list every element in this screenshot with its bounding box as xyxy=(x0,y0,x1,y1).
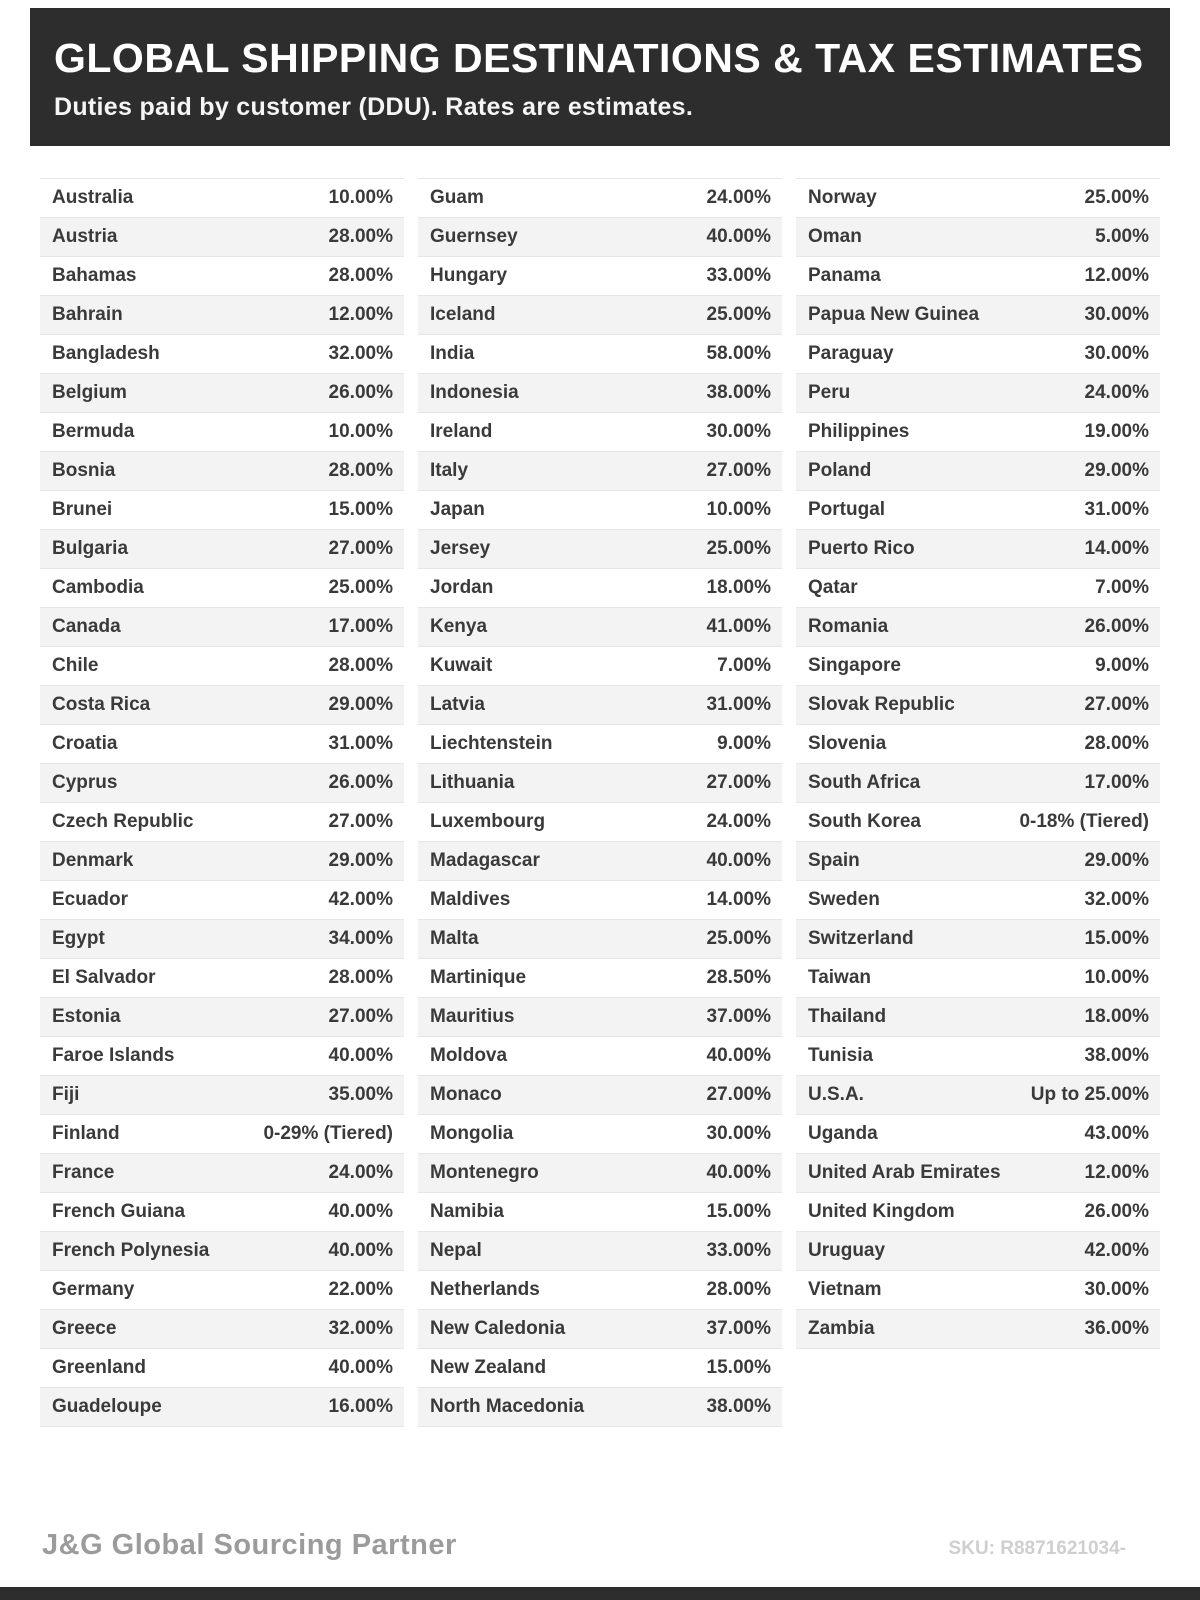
table-row xyxy=(40,569,404,608)
rate-cell: 29.00% xyxy=(328,850,393,871)
table-row xyxy=(40,491,404,530)
rate-cell: 24.00% xyxy=(328,1162,393,1183)
rate-cell: 36.00% xyxy=(1084,1318,1149,1339)
table-column-1 xyxy=(40,178,404,1427)
header-banner xyxy=(30,8,1170,146)
bottom-bar xyxy=(0,1587,1200,1600)
rate-cell: 25.00% xyxy=(706,304,771,325)
table-row xyxy=(796,413,1160,452)
country-cell: Sweden xyxy=(808,889,880,910)
table-row xyxy=(796,569,1160,608)
table-row xyxy=(418,764,782,803)
table-row xyxy=(40,179,404,218)
table-row xyxy=(40,686,404,725)
table-row xyxy=(418,725,782,764)
country-cell: Czech Republic xyxy=(52,811,194,832)
rate-cell: 30.00% xyxy=(1084,343,1149,364)
country-cell: Liechtenstein xyxy=(430,733,553,754)
rate-cell: 27.00% xyxy=(328,811,393,832)
rate-cell: 19.00% xyxy=(1084,421,1149,442)
table-row xyxy=(40,1271,404,1310)
country-cell: Guam xyxy=(430,187,484,208)
country-cell: Maldives xyxy=(430,889,511,910)
rate-cell: 26.00% xyxy=(1084,1201,1149,1222)
rate-cell: 43.00% xyxy=(1084,1123,1149,1144)
rate-cell: 28.00% xyxy=(328,967,393,988)
table-row xyxy=(40,998,404,1037)
rate-cell: 10.00% xyxy=(706,499,771,520)
country-cell: Moldova xyxy=(430,1045,508,1066)
table-row xyxy=(418,569,782,608)
table-row xyxy=(418,1193,782,1232)
table-row xyxy=(40,1154,404,1193)
country-cell: Mauritius xyxy=(430,1006,515,1027)
rate-cell: 7.00% xyxy=(1095,577,1149,598)
rate-cell: 38.00% xyxy=(706,382,771,403)
country-cell: South Korea xyxy=(808,811,921,832)
country-cell: Faroe Islands xyxy=(52,1045,175,1066)
country-cell: Finland xyxy=(52,1123,120,1144)
table-row xyxy=(418,179,782,218)
table-row xyxy=(418,491,782,530)
table-row xyxy=(796,647,1160,686)
rate-cell: 31.00% xyxy=(328,733,393,754)
country-cell: Portugal xyxy=(808,499,886,520)
country-cell: Cambodia xyxy=(52,577,144,598)
rate-cell: 42.00% xyxy=(328,889,393,910)
table-row xyxy=(418,530,782,569)
rate-cell: 27.00% xyxy=(328,1006,393,1027)
table-row xyxy=(418,1037,782,1076)
brand-text: J&G Global Sourcing Partner xyxy=(42,1529,457,1561)
rate-cell: 32.00% xyxy=(328,343,393,364)
country-cell: Costa Rica xyxy=(52,694,151,715)
rate-cell: 27.00% xyxy=(328,538,393,559)
rate-cell: 5.00% xyxy=(1095,226,1149,247)
rate-cell: 40.00% xyxy=(706,1045,771,1066)
rate-cell: 40.00% xyxy=(328,1045,393,1066)
table-row xyxy=(40,374,404,413)
rate-cell: 0-18% (Tiered) xyxy=(1019,811,1149,832)
country-cell: Tunisia xyxy=(808,1045,874,1066)
country-cell: Australia xyxy=(52,187,134,208)
table-row xyxy=(796,959,1160,998)
country-cell: Zambia xyxy=(808,1318,875,1339)
rate-cell: 18.00% xyxy=(706,577,771,598)
country-cell: El Salvador xyxy=(52,967,156,988)
table-row xyxy=(796,530,1160,569)
rate-cell: 28.00% xyxy=(328,460,393,481)
country-cell: Uruguay xyxy=(808,1240,886,1261)
country-cell: Nepal xyxy=(430,1240,482,1261)
rates-table xyxy=(40,178,1160,1427)
rate-cell: 40.00% xyxy=(706,226,771,247)
rate-cell: 30.00% xyxy=(1084,304,1149,325)
table-row xyxy=(796,1271,1160,1310)
country-cell: Latvia xyxy=(430,694,485,715)
table-row xyxy=(40,296,404,335)
rate-cell: 9.00% xyxy=(1095,655,1149,676)
rate-cell: 28.00% xyxy=(328,655,393,676)
rate-cell: 24.00% xyxy=(706,187,771,208)
country-cell: Paraguay xyxy=(808,343,894,364)
country-cell: Switzerland xyxy=(808,928,914,949)
table-row xyxy=(796,686,1160,725)
country-cell: French Polynesia xyxy=(52,1240,210,1261)
rate-cell: 28.00% xyxy=(328,226,393,247)
table-row xyxy=(418,959,782,998)
rate-cell: 26.00% xyxy=(328,382,393,403)
rate-cell: 16.00% xyxy=(328,1396,393,1417)
country-cell: Slovak Republic xyxy=(808,694,955,715)
rate-cell: 24.00% xyxy=(1084,382,1149,403)
country-cell: Estonia xyxy=(52,1006,121,1027)
country-cell: Oman xyxy=(808,226,862,247)
country-cell: Fiji xyxy=(52,1084,80,1105)
rate-cell: 40.00% xyxy=(706,1162,771,1183)
country-cell: New Caledonia xyxy=(430,1318,566,1339)
country-cell: Martinique xyxy=(430,967,527,988)
table-row xyxy=(796,920,1160,959)
country-cell: Qatar xyxy=(808,577,858,598)
country-cell: Slovenia xyxy=(808,733,887,754)
table-row xyxy=(418,335,782,374)
table-row xyxy=(418,608,782,647)
country-cell: Malta xyxy=(430,928,479,949)
rate-cell: 30.00% xyxy=(706,421,771,442)
table-row xyxy=(796,296,1160,335)
rate-cell: 18.00% xyxy=(1084,1006,1149,1027)
table-row xyxy=(796,1076,1160,1115)
country-cell: Luxembourg xyxy=(430,811,546,832)
table-row xyxy=(40,608,404,647)
rate-cell: 9.00% xyxy=(717,733,771,754)
country-cell: France xyxy=(52,1162,115,1183)
table-row xyxy=(40,842,404,881)
country-cell: North Macedonia xyxy=(430,1396,585,1417)
country-cell: Poland xyxy=(808,460,872,481)
table-row xyxy=(796,881,1160,920)
rate-cell: 0-29% (Tiered) xyxy=(263,1123,393,1144)
country-cell: New Zealand xyxy=(430,1357,547,1378)
rate-cell: 28.00% xyxy=(1084,733,1149,754)
country-cell: Spain xyxy=(808,850,860,871)
country-cell: Guadeloupe xyxy=(52,1396,162,1417)
table-row xyxy=(40,218,404,257)
rate-cell: 17.00% xyxy=(328,616,393,637)
table-row xyxy=(796,218,1160,257)
rate-cell: 40.00% xyxy=(328,1357,393,1378)
table-row xyxy=(40,1388,404,1427)
table-row xyxy=(796,1232,1160,1271)
rate-cell: 12.00% xyxy=(1084,265,1149,286)
table-column-2 xyxy=(418,178,782,1427)
table-row xyxy=(418,842,782,881)
table-row xyxy=(418,374,782,413)
country-cell: U.S.A. xyxy=(808,1084,864,1105)
rate-cell: 25.00% xyxy=(328,577,393,598)
table-row xyxy=(796,179,1160,218)
country-cell: French Guiana xyxy=(52,1201,186,1222)
rate-cell: 29.00% xyxy=(328,694,393,715)
table-row xyxy=(418,1388,782,1427)
rate-cell: 33.00% xyxy=(706,265,771,286)
table-row xyxy=(40,257,404,296)
rate-cell: 27.00% xyxy=(706,772,771,793)
country-cell: Montenegro xyxy=(430,1162,539,1183)
country-cell: Iceland xyxy=(430,304,496,325)
table-row xyxy=(418,1115,782,1154)
table-row xyxy=(418,218,782,257)
rate-cell: 27.00% xyxy=(706,460,771,481)
table-row xyxy=(418,803,782,842)
table-row xyxy=(796,608,1160,647)
country-cell: Ireland xyxy=(430,421,493,442)
rate-cell: 24.00% xyxy=(706,811,771,832)
rate-cell: 40.00% xyxy=(328,1201,393,1222)
rate-cell: 15.00% xyxy=(706,1201,771,1222)
rate-cell: 31.00% xyxy=(706,694,771,715)
table-row xyxy=(796,335,1160,374)
table-row xyxy=(418,920,782,959)
table-row xyxy=(40,1115,404,1154)
table-row xyxy=(796,1115,1160,1154)
table-row xyxy=(418,1349,782,1388)
table-row xyxy=(418,686,782,725)
country-cell: Bangladesh xyxy=(52,343,160,364)
table-row xyxy=(418,1232,782,1271)
country-cell: Romania xyxy=(808,616,889,637)
table-row xyxy=(40,1310,404,1349)
table-row xyxy=(796,491,1160,530)
rate-cell: 12.00% xyxy=(328,304,393,325)
table-row xyxy=(418,647,782,686)
footer xyxy=(42,1529,1158,1562)
table-row xyxy=(40,1349,404,1388)
country-cell: Lithuania xyxy=(430,772,515,793)
country-cell: Brunei xyxy=(52,499,113,520)
rate-cell: 38.00% xyxy=(1084,1045,1149,1066)
country-cell: Peru xyxy=(808,382,851,403)
table-row xyxy=(418,998,782,1037)
table-row xyxy=(796,998,1160,1037)
rate-cell: 37.00% xyxy=(706,1318,771,1339)
table-row xyxy=(418,413,782,452)
table-row xyxy=(418,1271,782,1310)
country-cell: Norway xyxy=(808,187,877,208)
table-row xyxy=(796,1154,1160,1193)
country-cell: Belgium xyxy=(52,382,127,403)
rate-cell: 28.50% xyxy=(706,967,771,988)
table-row xyxy=(418,257,782,296)
page-subtitle: Duties paid by customer (DDU). Rates are estimates. xyxy=(54,93,694,122)
table-row xyxy=(418,296,782,335)
table-row xyxy=(796,1193,1160,1232)
table-row xyxy=(418,881,782,920)
country-cell: Canada xyxy=(52,616,121,637)
rate-cell: 37.00% xyxy=(706,1006,771,1027)
country-cell: Jordan xyxy=(430,577,494,598)
rate-cell: 15.00% xyxy=(706,1357,771,1378)
country-cell: Mongolia xyxy=(430,1123,514,1144)
table-row xyxy=(40,647,404,686)
country-cell: Jersey xyxy=(430,538,491,559)
rate-cell: 27.00% xyxy=(706,1084,771,1105)
rate-cell: 40.00% xyxy=(706,850,771,871)
country-cell: Taiwan xyxy=(808,967,871,988)
table-row xyxy=(796,1310,1160,1349)
country-cell: Singapore xyxy=(808,655,901,676)
table-row xyxy=(796,764,1160,803)
country-cell: Chile xyxy=(52,655,99,676)
rate-cell: 34.00% xyxy=(328,928,393,949)
table-row xyxy=(40,335,404,374)
table-row xyxy=(40,803,404,842)
country-cell: Bosnia xyxy=(52,460,116,481)
table-row xyxy=(40,920,404,959)
rate-cell: 10.00% xyxy=(328,187,393,208)
page-title: GLOBAL SHIPPING DESTINATIONS & TAX ESTIMATES xyxy=(54,35,1144,81)
country-cell: India xyxy=(430,343,475,364)
table-row xyxy=(40,764,404,803)
rate-cell: 35.00% xyxy=(328,1084,393,1105)
table-row xyxy=(418,1310,782,1349)
rate-cell: 26.00% xyxy=(328,772,393,793)
table-row xyxy=(40,452,404,491)
rate-cell: 31.00% xyxy=(1084,499,1149,520)
table-row xyxy=(796,257,1160,296)
rate-cell: 58.00% xyxy=(706,343,771,364)
table-row xyxy=(418,452,782,491)
country-cell: Kuwait xyxy=(430,655,493,676)
table-row xyxy=(40,1076,404,1115)
country-cell: Indonesia xyxy=(430,382,519,403)
country-cell: Hungary xyxy=(430,265,508,286)
rate-cell: 22.00% xyxy=(328,1279,393,1300)
rate-cell: 32.00% xyxy=(1084,889,1149,910)
country-cell: Greece xyxy=(52,1318,117,1339)
country-cell: Panama xyxy=(808,265,881,286)
country-cell: Austria xyxy=(52,226,118,247)
table-column-3 xyxy=(796,178,1160,1349)
rate-cell: 15.00% xyxy=(328,499,393,520)
rate-cell: 30.00% xyxy=(706,1123,771,1144)
country-cell: Bahrain xyxy=(52,304,123,325)
rate-cell: 32.00% xyxy=(328,1318,393,1339)
table-row xyxy=(40,530,404,569)
rate-cell: 25.00% xyxy=(1084,187,1149,208)
rate-cell: 28.00% xyxy=(706,1279,771,1300)
rate-cell: 29.00% xyxy=(1084,850,1149,871)
rate-cell: 14.00% xyxy=(706,889,771,910)
country-cell: Greenland xyxy=(52,1357,146,1378)
country-cell: Italy xyxy=(430,460,469,481)
table-row xyxy=(40,1193,404,1232)
rate-cell: 29.00% xyxy=(1084,460,1149,481)
country-cell: Egypt xyxy=(52,928,105,949)
country-cell: Croatia xyxy=(52,733,118,754)
rate-cell: Up to 25.00% xyxy=(1030,1084,1149,1105)
rate-cell: 30.00% xyxy=(1084,1279,1149,1300)
sku-text: SKU: R8871621034- xyxy=(948,1538,1126,1559)
country-cell: Papua New Guinea xyxy=(808,304,980,325)
country-cell: Kenya xyxy=(430,616,488,637)
table-row xyxy=(40,725,404,764)
rate-cell: 42.00% xyxy=(1084,1240,1149,1261)
country-cell: Monaco xyxy=(430,1084,502,1105)
rate-cell: 27.00% xyxy=(1084,694,1149,715)
table-row xyxy=(40,959,404,998)
table-row xyxy=(40,413,404,452)
country-cell: Vietnam xyxy=(808,1279,882,1300)
country-cell: Japan xyxy=(430,499,485,520)
rate-cell: 10.00% xyxy=(1084,967,1149,988)
rate-cell: 25.00% xyxy=(706,538,771,559)
rate-cell: 26.00% xyxy=(1084,616,1149,637)
rate-cell: 38.00% xyxy=(706,1396,771,1417)
rate-cell: 41.00% xyxy=(706,616,771,637)
table-row xyxy=(796,452,1160,491)
rate-cell: 7.00% xyxy=(717,655,771,676)
country-cell: Philippines xyxy=(808,421,910,442)
rate-cell: 14.00% xyxy=(1084,538,1149,559)
rate-cell: 10.00% xyxy=(328,421,393,442)
country-cell: Cyprus xyxy=(52,772,118,793)
country-cell: United Arab Emirates xyxy=(808,1162,1001,1183)
table-row xyxy=(796,842,1160,881)
country-cell: Netherlands xyxy=(430,1279,540,1300)
table-row xyxy=(40,881,404,920)
country-cell: Puerto Rico xyxy=(808,538,915,559)
country-cell: Bulgaria xyxy=(52,538,129,559)
country-cell: Thailand xyxy=(808,1006,887,1027)
table-row xyxy=(418,1076,782,1115)
country-cell: Denmark xyxy=(52,850,134,871)
country-cell: Bermuda xyxy=(52,421,135,442)
rate-cell: 40.00% xyxy=(328,1240,393,1261)
table-row xyxy=(418,1154,782,1193)
country-cell: Germany xyxy=(52,1279,135,1300)
country-cell: Uganda xyxy=(808,1123,878,1144)
table-row xyxy=(40,1232,404,1271)
rate-cell: 33.00% xyxy=(706,1240,771,1261)
table-row xyxy=(40,1037,404,1076)
country-cell: Ecuador xyxy=(52,889,129,910)
table-row xyxy=(796,803,1160,842)
rate-cell: 15.00% xyxy=(1084,928,1149,949)
country-cell: South Africa xyxy=(808,772,921,793)
table-row xyxy=(796,725,1160,764)
rate-cell: 28.00% xyxy=(328,265,393,286)
country-cell: Guernsey xyxy=(430,226,518,247)
country-cell: Bahamas xyxy=(52,265,137,286)
rate-cell: 25.00% xyxy=(706,928,771,949)
country-cell: Namibia xyxy=(430,1201,504,1222)
table-row xyxy=(796,374,1160,413)
country-cell: Madagascar xyxy=(430,850,540,871)
table-row xyxy=(796,1037,1160,1076)
rate-cell: 12.00% xyxy=(1084,1162,1149,1183)
rate-cell: 17.00% xyxy=(1084,772,1149,793)
country-cell: United Kingdom xyxy=(808,1201,955,1222)
